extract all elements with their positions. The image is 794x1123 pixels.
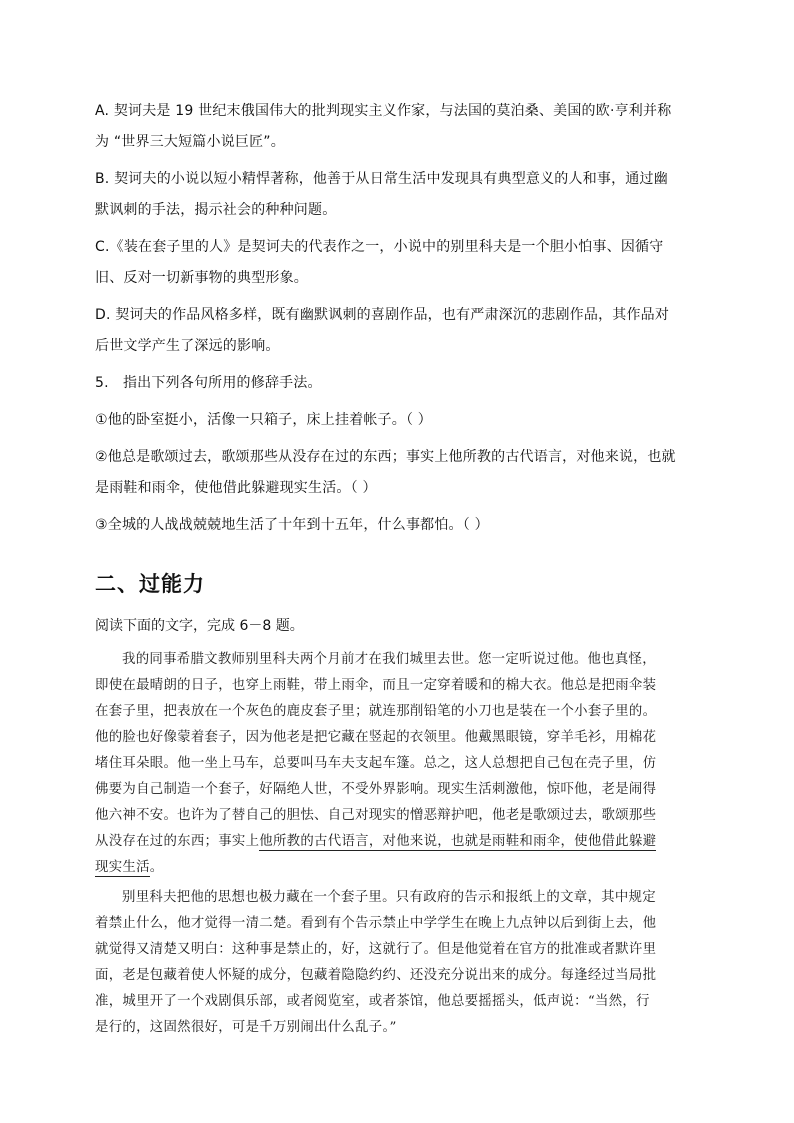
underlined-sentence-end: 现实生活 (95, 860, 150, 875)
question-5-prompt-text: 5. 指出下列各句所用的修辞手法。 (95, 375, 322, 391)
document-page (95, 96, 707, 1045)
passage-line: 面，老是包藏着使人怀疑的成分，包藏着隐隐约约、还没充分说出来的成分。每逢经过当局批 (95, 968, 657, 983)
question-5-sentence-2 (95, 442, 707, 504)
option-c-line-1: C.《装在套子里的人》是契诃夫的代表作之一，小说中的别里科夫是一个胆小怕事、因循守 (95, 239, 664, 255)
option-c-line-2: 旧、反对一切新事物的典型形象。 (95, 270, 308, 286)
passage-line: 堵住耳朵眼。他一坐上马车，总要叫马车夫支起车篷。总之，这人总想把自己包在壳子里，仿 (95, 756, 657, 771)
option-d-line-2: 后世文学产生了深远的影响。 (95, 338, 280, 354)
passage-line: 即使在最晴朗的日子，也穿上雨鞋，带上雨伞，而且一定穿着暖和的棉大衣。他总是把雨伞装 (95, 678, 657, 693)
sentence-1-text: ①他的卧室挺小，活像一只箱子，床上挂着帐子。（ ） (95, 412, 432, 428)
passage-line (95, 855, 707, 881)
reading-instruction: 阅读下面的文字，完成 6－8 题。 (95, 618, 304, 634)
passage-line: 在套子里，把表放在一个灰色的鹿皮套子里；就连那削铅笔的小刀也是装在一个小套子里的。 (95, 704, 657, 719)
option-b-line-2: 默讽刺的手法，揭示社会的种种问题。 (95, 202, 337, 218)
option-d (95, 300, 707, 362)
passage-line: 准，城里开了一个戏剧俱乐部，或者阅览室，或者茶馆，他总要摇摇头，低声说：“当然，行 (95, 994, 650, 1009)
passage-line: 就觉得又清楚又明白：这种事是禁止的，好，这就行了。但是他觉着在官方的批准或者默许里 (95, 942, 657, 957)
passage-line (95, 829, 707, 855)
option-b-line-1: B. 契诃夫的小说以短小精悍著称，他善于从日常生活中发现具有典型意义的人和事，通过幽 (95, 171, 668, 187)
sentence-3-text: ③全城的人战战兢兢地生活了十年到十五年，什么事都怕。（ ） (95, 517, 489, 533)
passage-line: 别里科夫把他的思想也极力藏在一个套子里。只有政府的告示和报纸上的文章，其中规定 (122, 890, 656, 905)
underlined-sentence: 他所教的古代语言，对他来说，也就是雨鞋和雨伞，使他借此躲避 (259, 834, 657, 849)
passage-line: 他的脸也好像蒙着套子，因为他老是把它藏在竖起的衣领里。他戴黑眼镜，穿羊毛衫，用棉花 (95, 730, 657, 745)
passage-line: 佛要为自己制造一个套子，好隔绝人世，不受外界影响。现实生活刺激他，惊吓他，老是闹得 (95, 782, 657, 797)
option-d-line-1: D. 契诃夫的作品风格多样，既有幽默讽刺的喜剧作品，也有严肃深沉的悲剧作品，其作品对 (95, 307, 670, 323)
option-b (95, 164, 707, 226)
passage-paragraph-1 (95, 647, 707, 881)
question-5-prompt (95, 368, 707, 399)
passage-plain-text: 。 (149, 860, 164, 875)
option-a (95, 96, 707, 158)
passage-line: 是行的，这固然很好，可是千万别闹出什么乱子。” (95, 1020, 397, 1035)
sentence-2-line-2: 是雨鞋和雨伞，使他借此躲避现实生活。（ ） (95, 480, 377, 496)
section-title: 二、过能力 (95, 572, 205, 596)
sentence-2-line-1: ②他总是歌颂过去，歌颂那些从没存在过的东西；事实上他所教的古代语言，对他来说，也就 (95, 449, 676, 465)
question-5-sentence-3 (95, 510, 707, 541)
passage-plain-text: 从没存在过的东西；事实上 (95, 834, 260, 849)
passage-line: 我的同事希腊文教师别里科夫两个月前才在我们城里去世。您一定听说过他。他也真怪， (122, 652, 656, 667)
passage-line: 着禁止什么，他才觉得一清二楚。看到有个告示禁止中学学生在晚上九点钟以后到街上去，他 (95, 916, 657, 931)
option-a-line-1: A. 契诃夫是 19 世纪末俄国伟大的批判现实主义作家，与法国的莫泊桑、美国的欧·亨利并称 (95, 103, 672, 119)
option-a-line-2: 为 “世界三大短篇小说巨匠”。 (95, 134, 285, 150)
option-c (95, 232, 707, 294)
question-5-sentence-1 (95, 405, 707, 436)
passage-line: 他六神不安。也许为了替自己的胆怯、自己对现实的憎恶辩护吧，他老是歌颂过去，歌颂那些 (95, 808, 657, 823)
passage-paragraph-2 (95, 885, 707, 1041)
